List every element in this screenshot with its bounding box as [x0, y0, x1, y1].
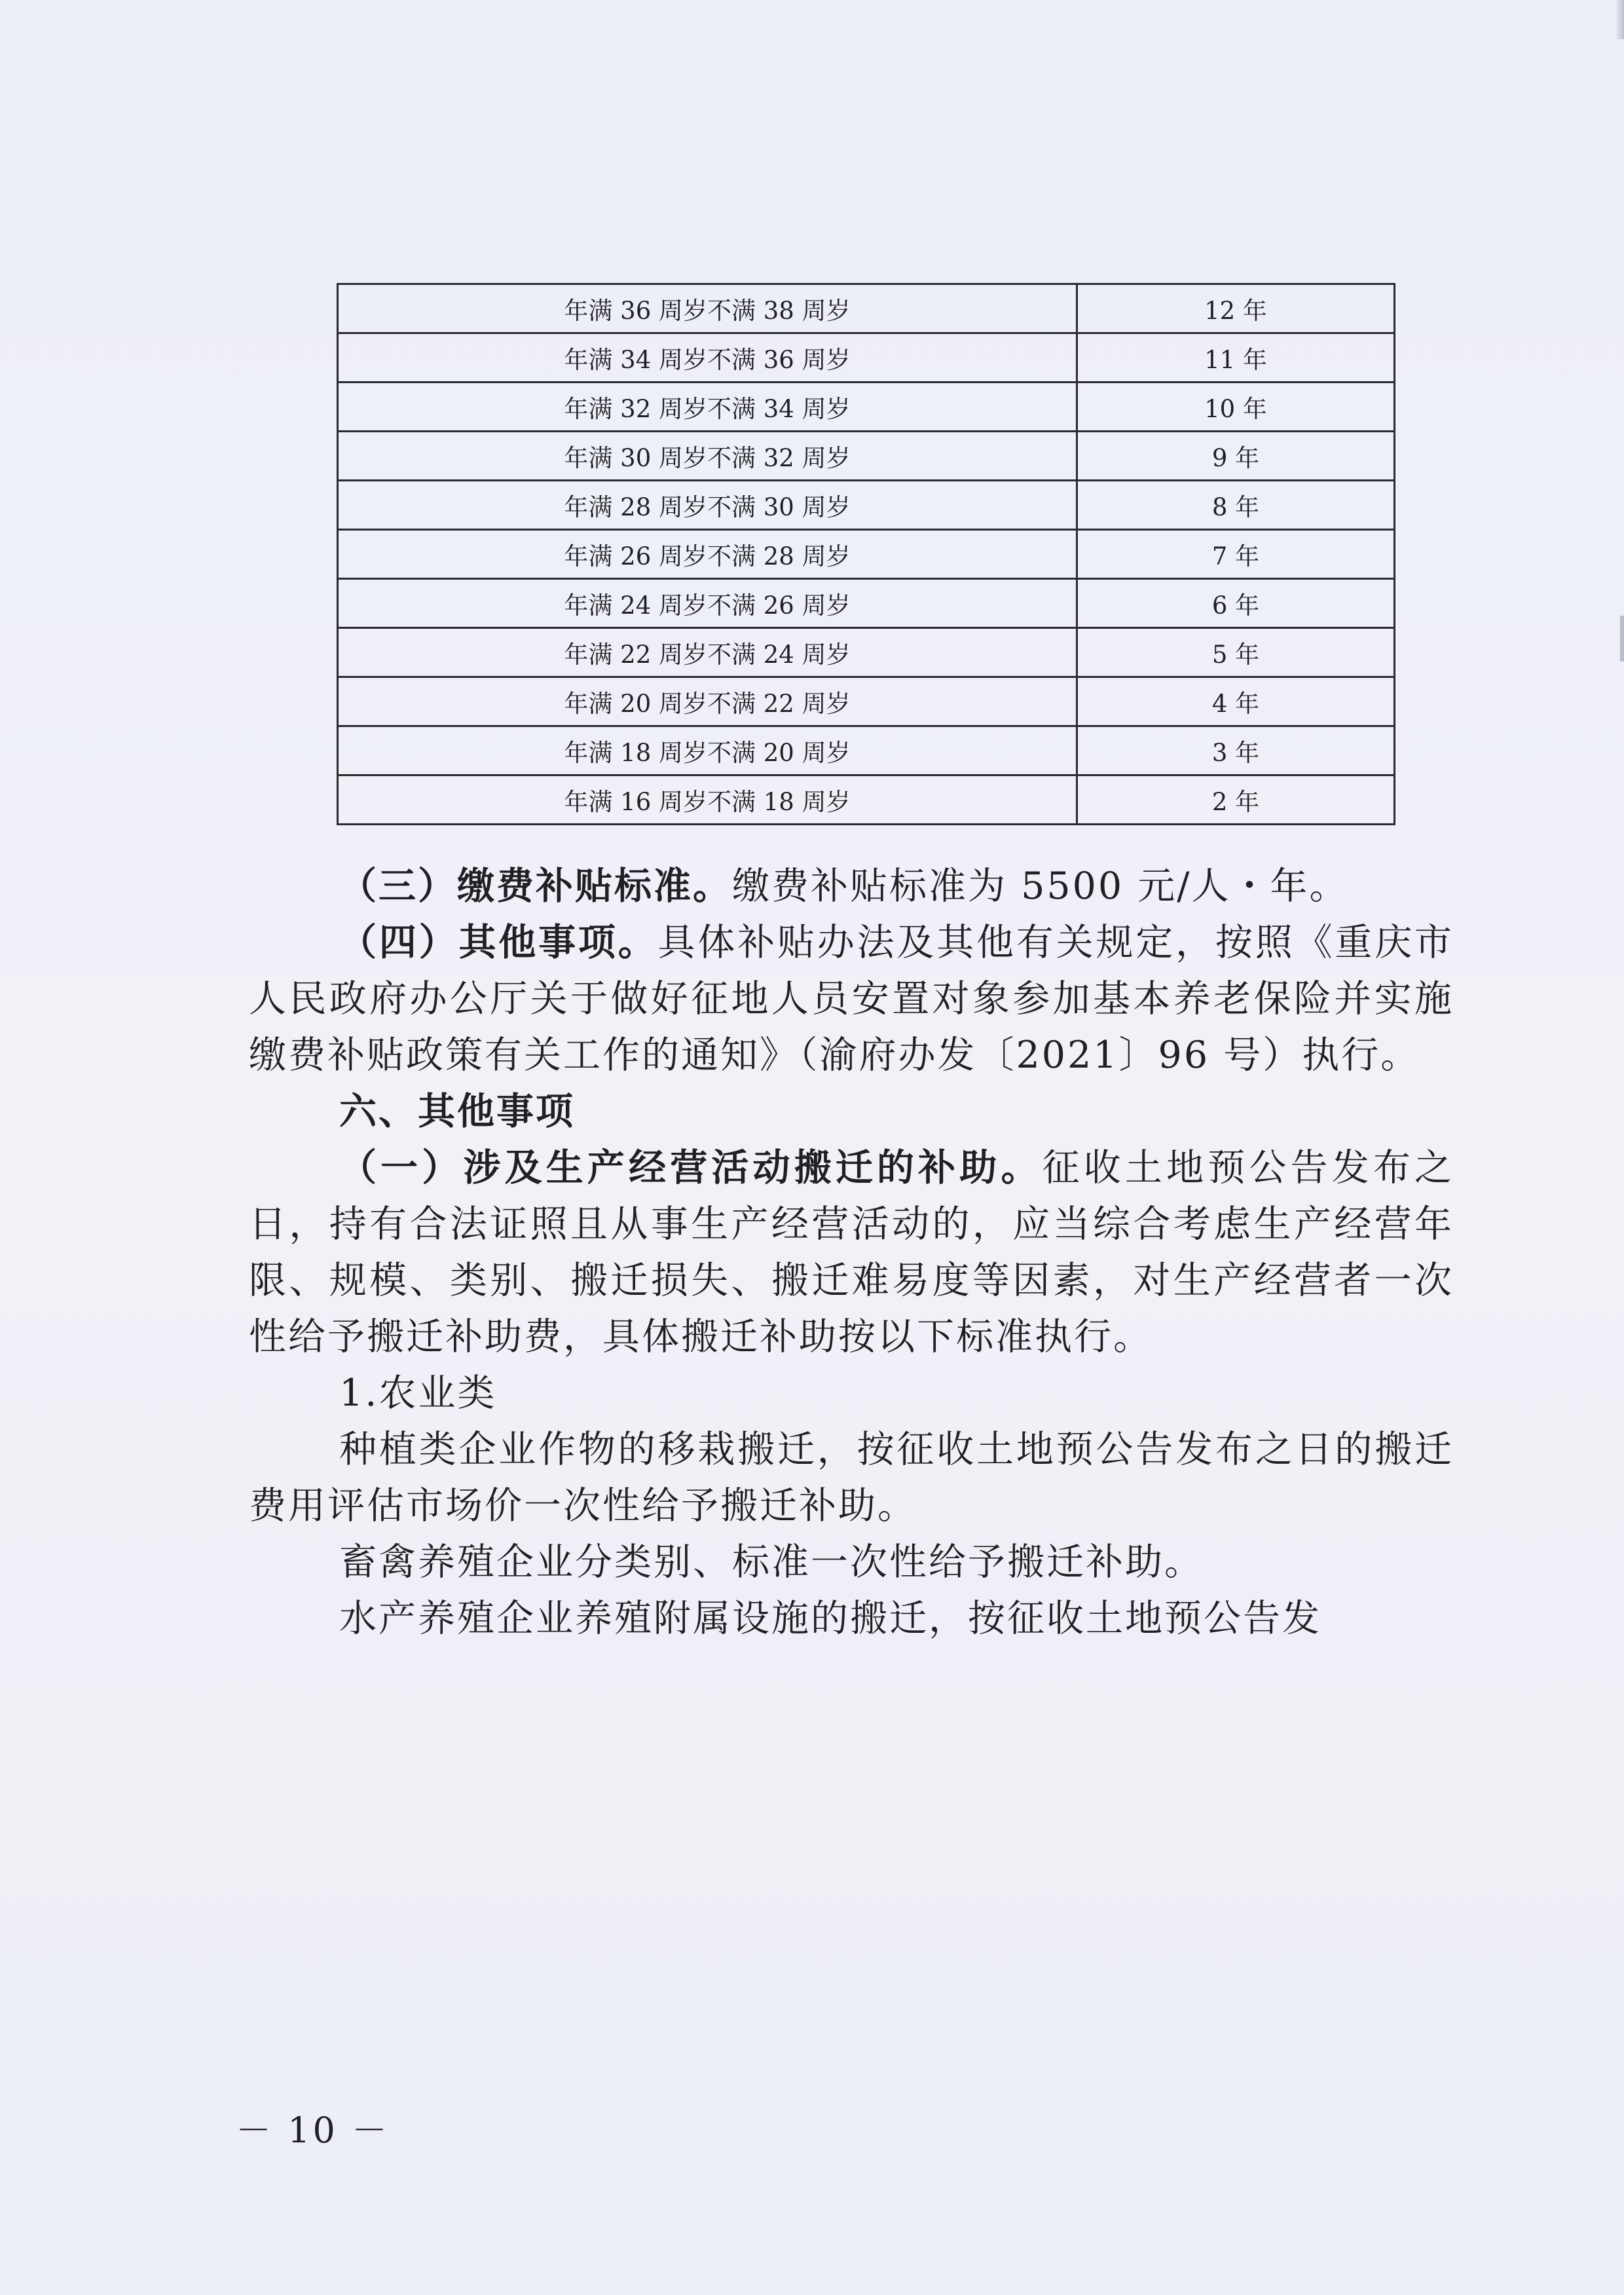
years-cell — [1077, 726, 1395, 775]
age-range-text: 年满 28 周岁不满 30 周岁 — [564, 493, 851, 521]
age-range-cell — [338, 579, 1077, 628]
section-3-lead: （三）缴费补贴标准。 — [339, 864, 732, 908]
years-cell — [1077, 530, 1395, 579]
section-3-body: 缴费补贴标准为 5500 元/人・年。 — [732, 865, 1349, 908]
table-row — [338, 726, 1395, 775]
years-cell — [1077, 481, 1395, 530]
age-range-text: 年满 32 周岁不满 34 周岁 — [564, 394, 851, 423]
years-cell — [1077, 284, 1395, 333]
age-years-table — [337, 283, 1395, 825]
years-cell — [1077, 579, 1395, 628]
age-range-cell — [338, 333, 1077, 382]
years-cell — [1077, 333, 1395, 382]
years-text: 8 年 — [1211, 493, 1260, 521]
age-range-text: 年满 22 周岁不满 24 周岁 — [564, 640, 851, 669]
years-cell — [1077, 775, 1395, 825]
table-row — [338, 481, 1395, 530]
years-text: 7 年 — [1211, 542, 1260, 570]
age-range-text: 年满 30 周岁不满 32 周岁 — [564, 443, 851, 472]
age-range-text: 年满 26 周岁不满 28 周岁 — [564, 542, 851, 570]
subheading-agriculture: 1.农业类 — [339, 1371, 497, 1415]
heading-other-matters: 六、其他事项 — [339, 1089, 575, 1133]
age-range-cell — [338, 530, 1077, 579]
years-text: 10 年 — [1204, 394, 1267, 423]
age-range-cell — [338, 382, 1077, 432]
table-row — [338, 382, 1395, 432]
age-range-text: 年满 34 周岁不满 36 周岁 — [564, 345, 851, 374]
age-range-text: 年满 18 周岁不满 20 周岁 — [564, 738, 851, 767]
age-range-cell — [338, 775, 1077, 825]
aquatic-paragraph: 水产养殖企业养殖附属设施的搬迁，按征收土地预公告发 — [339, 1597, 1321, 1640]
age-range-cell — [338, 284, 1077, 333]
section-6-1-lead: （一）涉及生产经营活动搬迁的补助。 — [339, 1146, 1043, 1189]
planting-paragraph: 种植类企业作物的移栽搬迁，按征收土地预公告发布之日的搬迁费用评估市场价一次性给予搬迁补助。 — [249, 1428, 1454, 1527]
years-text: 12 年 — [1204, 296, 1267, 325]
age-range-text: 年满 36 周岁不满 38 周岁 — [564, 296, 851, 325]
years-text: 3 年 — [1211, 738, 1260, 767]
years-cell — [1077, 628, 1395, 677]
section-4-lead: （四）其他事项。 — [339, 920, 658, 964]
years-text: 11 年 — [1204, 345, 1267, 374]
table-row — [338, 677, 1395, 726]
table-row — [338, 579, 1395, 628]
years-text: 5 年 — [1211, 640, 1260, 669]
table-row — [338, 333, 1395, 382]
section-4-paragraph — [249, 914, 1454, 1083]
scan-edge-mark — [1620, 616, 1624, 662]
years-cell — [1077, 432, 1395, 481]
years-text: 6 年 — [1211, 591, 1260, 620]
age-range-cell — [338, 481, 1077, 530]
body-text — [249, 858, 1454, 1647]
section-4-body: 具体补贴办法及其他有关规定，按照《重庆市人民政府办公厅关于做好征地人员安置对象参加基本养老保险并实施缴费补贴政策有关工作的通知》（渝府办发〔2021〕96 号）执行。 — [249, 921, 1454, 1077]
table-row — [338, 432, 1395, 481]
years-cell — [1077, 382, 1395, 432]
page-number: － 10 － — [236, 2110, 390, 2151]
age-range-cell — [338, 432, 1077, 481]
age-range-cell — [338, 677, 1077, 726]
age-range-text: 年满 16 周岁不满 18 周岁 — [564, 787, 851, 816]
livestock-paragraph: 畜禽养殖企业分类别、标准一次性给予搬迁补助。 — [339, 1540, 1204, 1584]
age-range-cell — [338, 628, 1077, 677]
table-row — [338, 775, 1395, 825]
age-range-text: 年满 24 周岁不满 26 周岁 — [564, 591, 851, 620]
age-range-text: 年满 20 周岁不满 22 周岁 — [564, 689, 851, 718]
years-text: 4 年 — [1211, 689, 1260, 718]
table-row — [338, 530, 1395, 579]
table-row — [338, 628, 1395, 677]
section-6-1-body: 征收土地预公告发布之日，持有合法证照且从事生产经营活动的，应当综合考虑生产经营年限、规模、类别、搬迁损失、搬迁难易度等因素，对生产经营者一次性给予搬迁补助费，具体搬迁补助按以下标准执行。 — [249, 1146, 1454, 1358]
section-3-paragraph — [249, 858, 1454, 914]
years-cell — [1077, 677, 1395, 726]
table-row — [338, 284, 1395, 333]
section-6-1-paragraph — [249, 1140, 1454, 1365]
age-range-cell — [338, 726, 1077, 775]
years-text: 9 年 — [1211, 443, 1260, 472]
years-text: 2 年 — [1211, 787, 1260, 816]
scan-edge-top — [1615, 0, 1624, 39]
